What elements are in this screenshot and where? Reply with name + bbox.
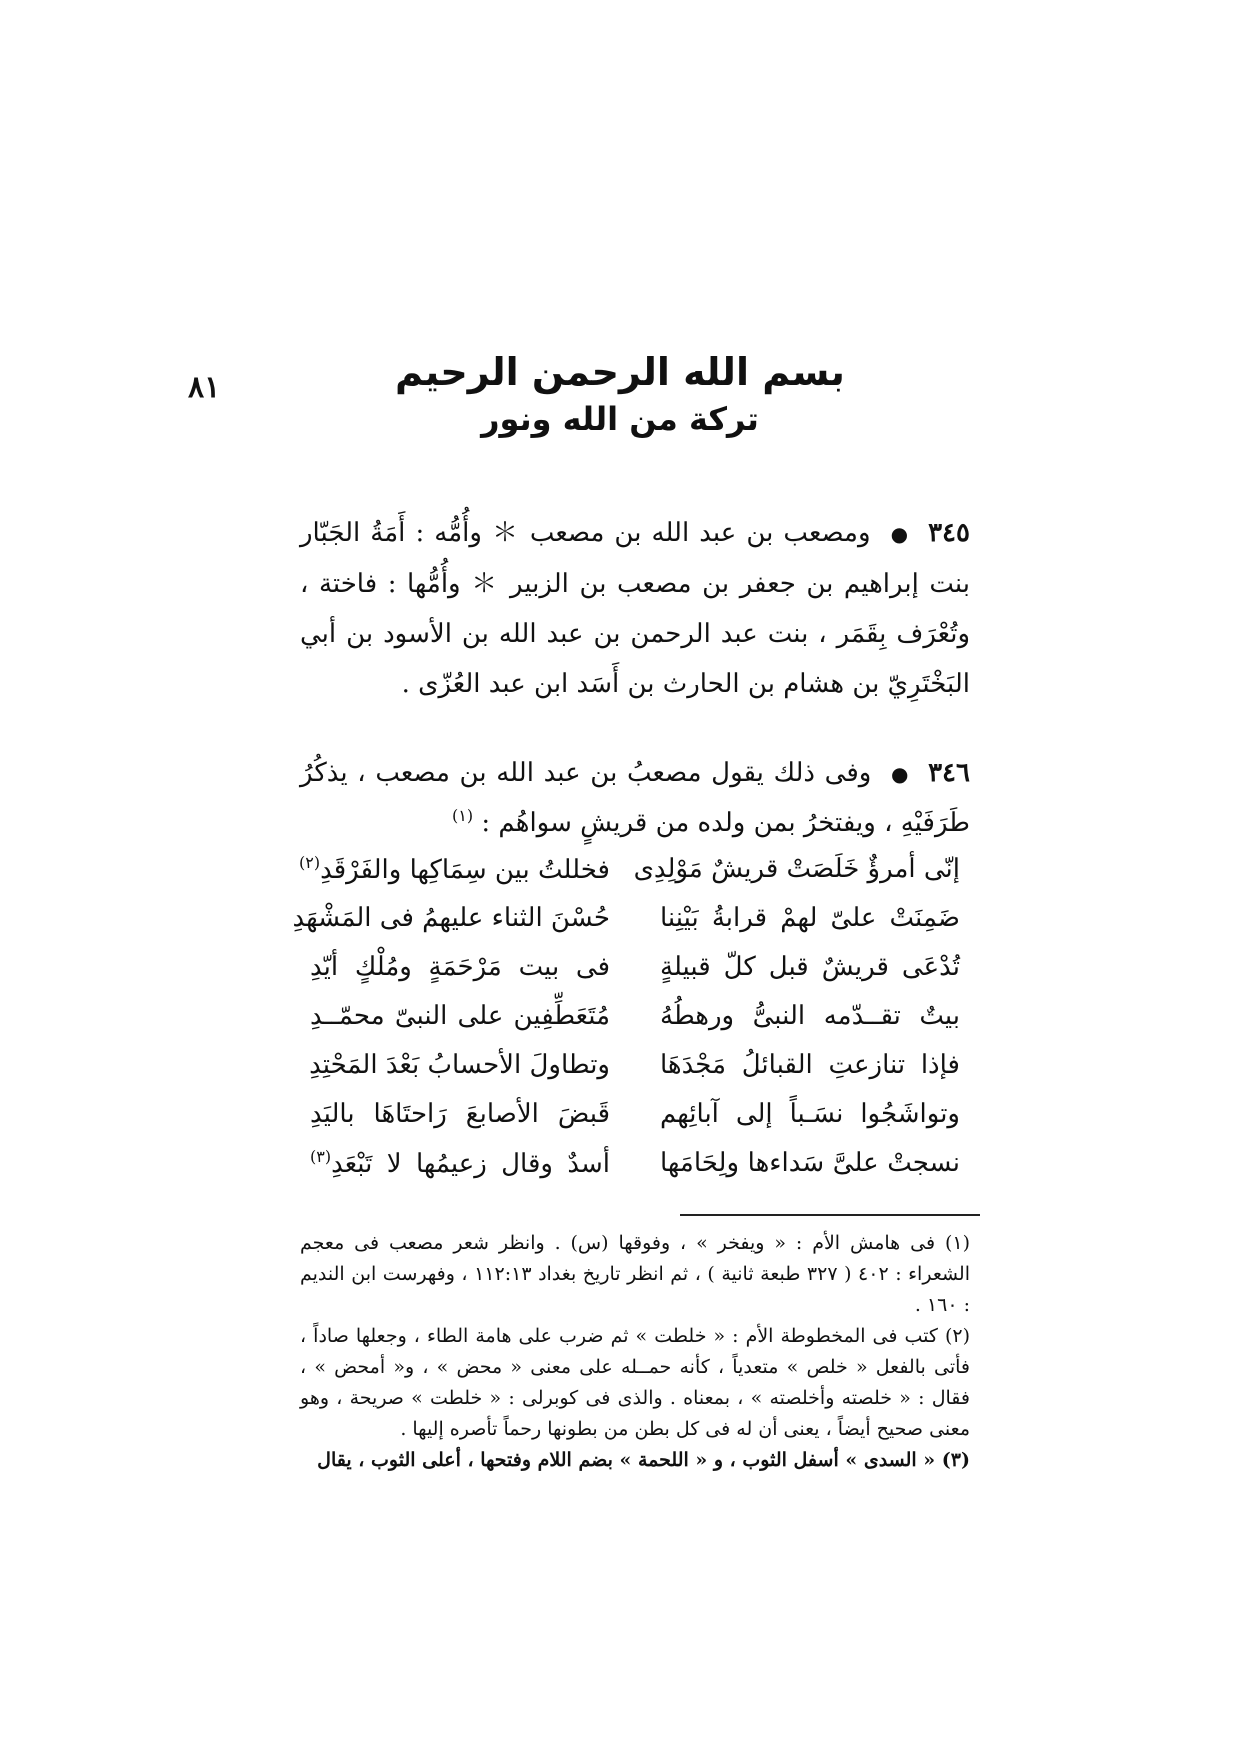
- poem-verse: [310, 1040, 960, 1089]
- poem-hemistich-first: ضَمِنَتْ علىّ لهمْ قرابةُ بَيْنِنا: [660, 902, 960, 933]
- paragraph-345: [300, 508, 970, 709]
- footnote-1: (١) فى هامش الأم : « ويفخر » ، وفوقها (س) . وانظر شعر مصعب فى معجم الشعراء : ٤٠٢ ( ٣٢٧ طبعة ثانية ) ، ثم انظر تاريخ بغداد ١١٢:١٣ ، وفهرست ابن النديم : ١٦٠ .: [300, 1232, 971, 1316]
- poem-verse: [310, 942, 960, 991]
- footnotes: [300, 1228, 970, 1476]
- footnote-2: (٢) كتب فى المخطوطة الأم : « خلطت » ثم ضرب على هامة الطاء ، وجعلها صاداً ، فأتى بالفعل « خلص » متعدياً ، كأنه حمــله على معنى « محض » ، و« أمحض » ، فقال : « خلصته وأخلصته » ، بمعناه . والذى فى كوبرلى : « خلطت » صريحة ، وهو معنى صحيح أيضاً ، يعنى أن له فى كل بطن من بطونها رحماً تأصره إليها .: [300, 1325, 970, 1440]
- poem-verse: [310, 1089, 960, 1138]
- poem-hemistich-first: نسجتْ علىَّ سَداءها ولِحَامَها: [660, 1147, 960, 1178]
- poem-hemistich-second: قَبضَ الأصابعَ رَاحتَاهَا باليَدِ: [310, 1098, 610, 1129]
- paragraph-text: وفى ذلك يقول مصعبُ بن عبد الله بن مصعب ، يذكُرُ طَرَفَيْهِ ، ويفتخرُ بمن ولده من قريشٍ سواهُم :: [300, 758, 970, 838]
- basmala-heading: [0, 350, 1240, 438]
- poem-hemistich-first: إنّى أمرؤٌ خَلَصَتْ قريشٌ مَوْلِدِى: [633, 853, 960, 884]
- poem-hemistich-first: فإذا تنازعتِ القبائلُ مَجْدَهَا: [660, 1049, 960, 1080]
- poem-verse: [310, 1138, 960, 1187]
- paragraph-number: ٣٤٥: [928, 518, 970, 548]
- paragraph-346: [300, 752, 970, 844]
- poem-hemistich-second: فى بيت مَرْحَمَةٍ ومُلْكٍ أيّدِ: [310, 951, 610, 982]
- poem-hemistich-first: وتواشَجُوا نسَـباً إلى آبائِهم: [660, 1098, 960, 1129]
- paragraph-number: ٣٤٦: [928, 758, 970, 788]
- basmala-subline: تركة من الله ونور: [481, 400, 759, 438]
- poem-hemistich-first: بيتٌ تقــدّمه النبىُّ ورهطُهُ: [660, 1000, 960, 1031]
- footnote-marker: (٢): [298, 852, 321, 872]
- poem-verse: [292, 893, 960, 942]
- bullet-icon: ●: [890, 522, 909, 546]
- poem: [292, 844, 960, 1187]
- poem-hemistich-second: [298, 852, 610, 885]
- poem-hemistich-second: وتطاولَ الأحسابُ بَعْدَ المَحْتِدِ: [309, 1049, 610, 1080]
- poem-hemistich-second: حُسْنَ الثناء عليهمُ فى المَشْهَدِ: [292, 902, 610, 933]
- footnote-marker: (١): [452, 806, 474, 825]
- hemistich-text: أسدٌ وقال زعيمُها لا تَبْعَدِ: [331, 1148, 610, 1179]
- hemistich-text: فخللتُ بين سِمَاكِها والفَرْقَدِ: [320, 854, 610, 885]
- paragraph-text: ومصعب بن عبد الله بن مصعب ＊ وأُمُّه : أَمَةُ الجَبّار بنت إبراهيم بن جعفر بن مصعب بن الزبير ＊ وأُمُّها : فاختة ، وتُعْرَف بِقَمَر ، بنت عبد الرحمن بن عبد الله بن الأسود بن أبي البَخْتَرِيّ بن هشام بن الحارث بن أَسَد ابن عبد العُزّى .: [300, 518, 970, 699]
- poem-hemistich-first: تُدْعَى قريشٌ قبل كلّ قبيلةٍ: [660, 951, 960, 982]
- basmala-line: بسم الله الرحمن الرحيم: [395, 350, 845, 394]
- poem-verse: [298, 844, 960, 893]
- footnote-divider: [680, 1214, 980, 1216]
- poem-hemistich-second: مُتَعَطِّفِين على النبىّ محمّــدِ: [310, 1000, 610, 1031]
- footnote-marker: (٣): [310, 1146, 332, 1166]
- poem-hemistich-second: [310, 1147, 610, 1179]
- poem-verse: [310, 991, 960, 1040]
- bullet-icon: ●: [890, 762, 909, 786]
- footnote-3: (٣) « السدى » أسفل الثوب ، و « اللحمة » بضم اللام وفتحها ، أعلى الثوب ، يقال: [317, 1449, 970, 1471]
- page-number: ٨١: [188, 370, 221, 405]
